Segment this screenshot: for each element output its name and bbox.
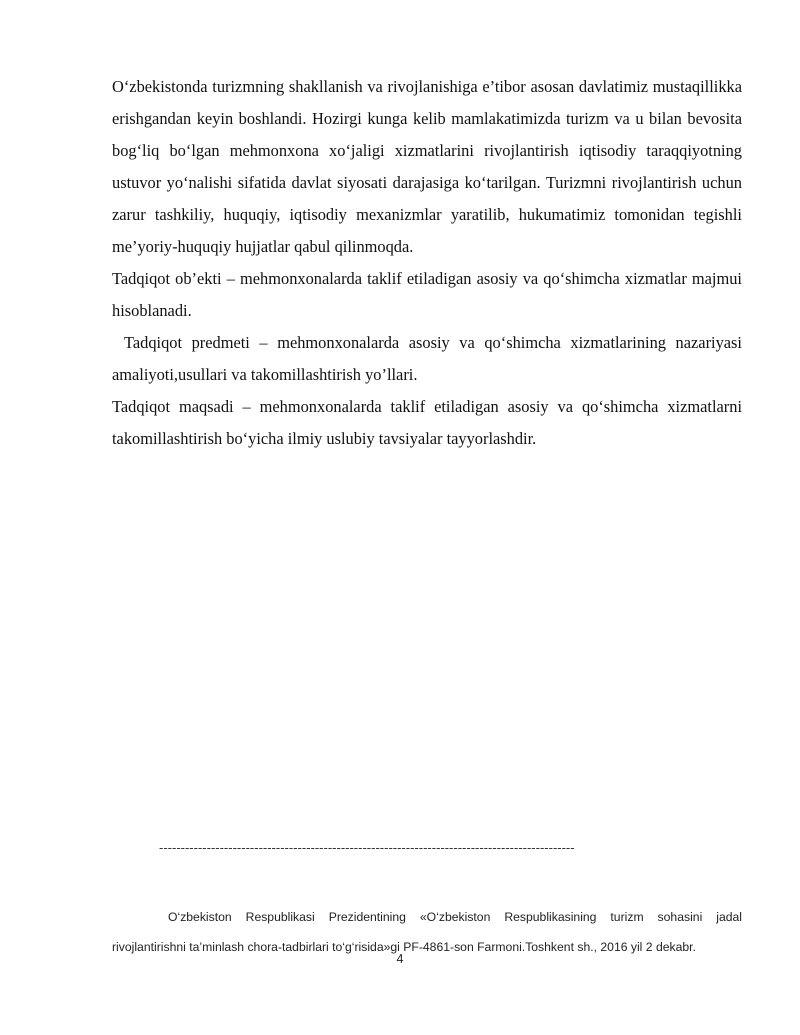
- body-text: [112, 71, 742, 455]
- page-number: 4: [396, 952, 404, 966]
- paragraph-research-subject: Tadqiqot predmeti – mehmonxonalarda asosiy va qo‘shimcha xizmatlarining nazariyasi amaliyoti,usullari va takomillashtirish yo’llari.: [112, 333, 742, 384]
- paragraph-research-object: Tadqiqot ob’ekti – mehmonxonalarda taklif etiladigan asosiy va qo‘shimcha xizmatlar majmui hisoblanadi.: [112, 269, 742, 320]
- footnote: O‘zbekiston Respublikasi Prezidentining «O‘zbekiston Respublikasining turizm sohasini jadal rivojlantirishni ta’minlash chora-tadbirlari to‘g‘risida»gi PF-4861-son Farmoni.Toshkent sh., 2016 yil 2 dekabr.: [112, 910, 742, 955]
- footnote-separator: ------------------------------------------------------------------------------------------------: [159, 840, 575, 855]
- paragraph-research-goal: Tadqiqot maqsadi – mehmonxonalarda taklif etiladigan asosiy va qo‘shimcha xizmatlarni takomillashtirish bo‘yicha ilmiy uslubiy tavsiyalar tayyorlashdir.: [112, 397, 742, 448]
- paragraph-introduction: O‘zbekistonda turizmning shakllanish va rivojlanishiga e’tibor asosan davlatimiz mustaqillikka erishgandan keyin boshlandi. Hozirgi kunga kelib mamlakatimizda turizm va u bilan bevosita bog‘liq bo‘lgan mehmonxona xo‘jaligi xizmatlarini rivojlantirish iqtisodiy taraqqiyotning ustuvor yo‘nalishi sifatida davlat siyosati darajasiga ko‘tarilgan. Turizmni rivojlantirish uchun zarur tashkiliy, huquqiy, iqtisodiy mexanizmlar yaratilib, hukumatimiz tomonidan tegishli me’yoriy-huquqiy hujjatlar qabul qilinmoqda.: [112, 77, 742, 256]
